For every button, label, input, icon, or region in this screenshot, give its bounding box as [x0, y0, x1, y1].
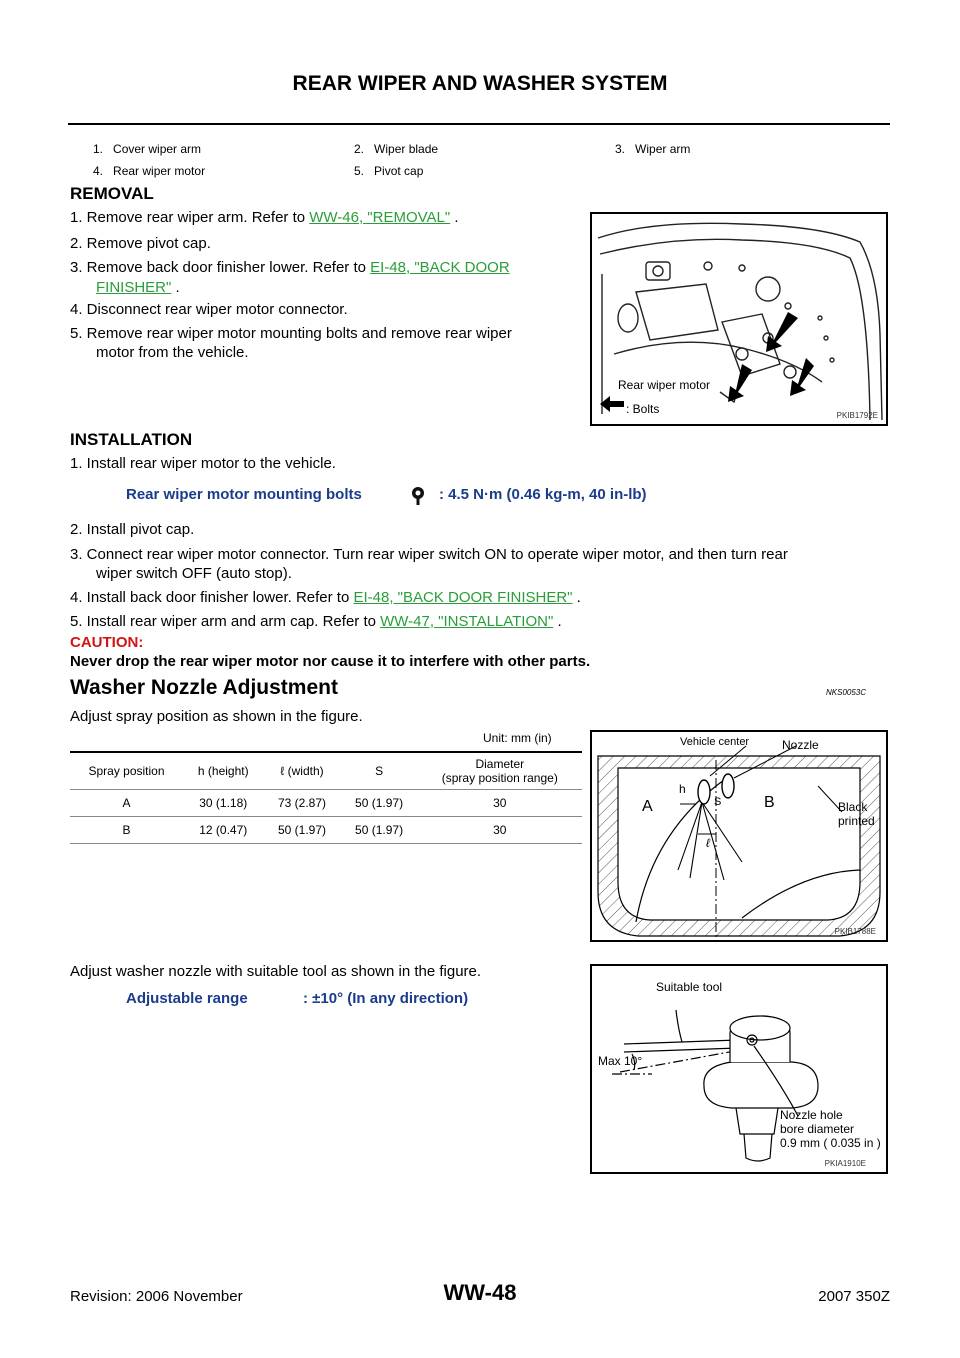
fig2-a: A [642, 798, 653, 815]
washer-intro: Adjust spray position as shown in the figure. [70, 708, 363, 725]
fig2-vehicle-center: Vehicle center [680, 736, 750, 748]
removal-heading: REMOVAL [70, 184, 154, 203]
fig2-s: S [714, 796, 722, 808]
link-ei48-back-door-finisher[interactable]: EI-48, "BACK DOOR [370, 259, 510, 276]
fig2-black: Black [838, 800, 868, 814]
adjustable-range-label: Adjustable range [126, 990, 248, 1007]
installation-step-5: 5. Install rear wiper arm and arm cap. Refer to WW-47, "INSTALLATION" . [70, 613, 562, 630]
col-height: h (height) [183, 752, 263, 790]
page-number: WW-48 [443, 1280, 517, 1305]
fig2-l: ℓ [706, 836, 710, 850]
footer-revision: Revision: 2006 November [70, 1288, 243, 1305]
fig1-id: PKIB1792E [836, 411, 878, 420]
fig3-hole-1: Nozzle hole [780, 1108, 843, 1122]
link-ei48-back-door-finisher-2[interactable]: EI-48, "BACK DOOR FINISHER" [353, 589, 573, 606]
rear-wiper-motor-diagram [592, 214, 886, 424]
removal-step-5: 5. Remove rear wiper motor mounting bolts and remove rear wiper [70, 325, 512, 342]
caution-text: Never drop the rear wiper motor nor cause it to interfere with other parts. [70, 653, 591, 670]
fig1-label-motor: Rear wiper motor [618, 378, 711, 392]
legend-col-2 [354, 138, 438, 182]
col-spray-position: Spray position [70, 752, 183, 790]
legend-item: 5. Pivot cap [354, 164, 424, 178]
table-row: A 30 (1.18) 73 (2.87) 50 (1.97) 30 [70, 790, 582, 817]
spec-mounting-bolts-value: : 4.5 N·m (0.46 kg-m, 40 in-lb) [439, 486, 647, 503]
fig3-suitable-tool: Suitable tool [656, 980, 723, 994]
table-row: B 12 (0.47) 50 (1.97) 50 (1.97) 30 [70, 817, 582, 844]
legend-item: 4. Rear wiper motor [93, 164, 206, 178]
installation-step-1: 1. Install rear wiper motor to the vehicle. [70, 455, 336, 472]
figure-nozzle-adjustment [590, 964, 888, 1174]
fig2-h: h [679, 782, 686, 796]
col-width: ℓ (width) [264, 752, 341, 790]
unit-label: Unit: mm (in) [483, 731, 552, 745]
legend-col-1 [93, 138, 205, 182]
figure-spray-position [590, 730, 888, 942]
link-ww47-installation[interactable]: WW-47, "INSTALLATION" [380, 613, 554, 630]
removal-step-1: 1. Remove rear wiper arm. Refer to WW-46, "REMOVAL" . [70, 209, 459, 226]
removal-step-4: 4. Disconnect rear wiper motor connector. [70, 301, 348, 318]
footer-model: 2007 350Z [818, 1288, 890, 1305]
header-divider [68, 123, 890, 125]
installation-step-2: 2. Install pivot cap. [70, 521, 195, 538]
page-title: REAR WIPER AND WASHER SYSTEM [292, 72, 668, 95]
fig2-id: PKIB1788E [834, 927, 876, 936]
torque-wrench-icon [408, 484, 428, 506]
installation-step-3: 3. Connect rear wiper motor connector. Turn rear wiper switch ON to operate wiper motor, and then turn rear [70, 546, 788, 563]
legend-item: 1. Cover wiper arm [93, 142, 202, 156]
fig2-b: B [764, 794, 775, 811]
washer-heading: Washer Nozzle Adjustment [70, 676, 338, 699]
fig3-max: Max 10° [598, 1054, 643, 1068]
section-code: NKS0053C [826, 688, 867, 697]
link-ei48-back-door-finisher-cont[interactable]: FINISHER" [96, 279, 172, 296]
removal-step-2: 2. Remove pivot cap. [70, 235, 211, 252]
fig2-nozzle: Nozzle [782, 738, 819, 752]
removal-step-3-cont: FINISHER" . [96, 279, 180, 296]
fig2-printed: printed [838, 814, 875, 828]
figure-rear-wiper-motor [590, 212, 888, 426]
spec-mounting-bolts-label: Rear wiper motor mounting bolts [126, 486, 362, 503]
legend-item: 2. Wiper blade [354, 142, 439, 156]
fig3-hole-2: bore diameter [780, 1122, 855, 1136]
installation-heading: INSTALLATION [70, 430, 193, 449]
link-ww46-removal[interactable]: WW-46, "REMOVAL" [309, 209, 451, 226]
installation-step-3-cont: wiper switch OFF (auto stop). [96, 565, 292, 582]
fig1-label-bolts: : Bolts [626, 402, 660, 416]
spray-position-table [70, 751, 582, 844]
caution-title: CAUTION: [70, 634, 144, 651]
legend-item: 3. Wiper arm [615, 142, 691, 156]
removal-step-3: 3. Remove back door finisher lower. Refer to EI-48, "BACK DOOR [70, 259, 510, 276]
fig3-hole-3: 0.9 mm ( 0.035 in ) [780, 1136, 881, 1150]
installation-step-4: 4. Install back door finisher lower. Refer to EI-48, "BACK DOOR FINISHER" . [70, 589, 581, 606]
col-s: S [341, 752, 418, 790]
table-header-row [70, 752, 582, 790]
washer-adjust-text: Adjust washer nozzle with suitable tool as shown in the figure. [70, 963, 482, 980]
fig3-id: PKIA1910E [824, 1159, 866, 1168]
adjustable-range-value: : ±10° (In any direction) [303, 990, 469, 1007]
spray-position-diagram [592, 732, 886, 940]
col-diameter: Diameter (spray position range) [418, 752, 582, 790]
legend-col-3 [615, 138, 690, 160]
removal-step-5-cont: motor from the vehicle. [96, 344, 249, 361]
